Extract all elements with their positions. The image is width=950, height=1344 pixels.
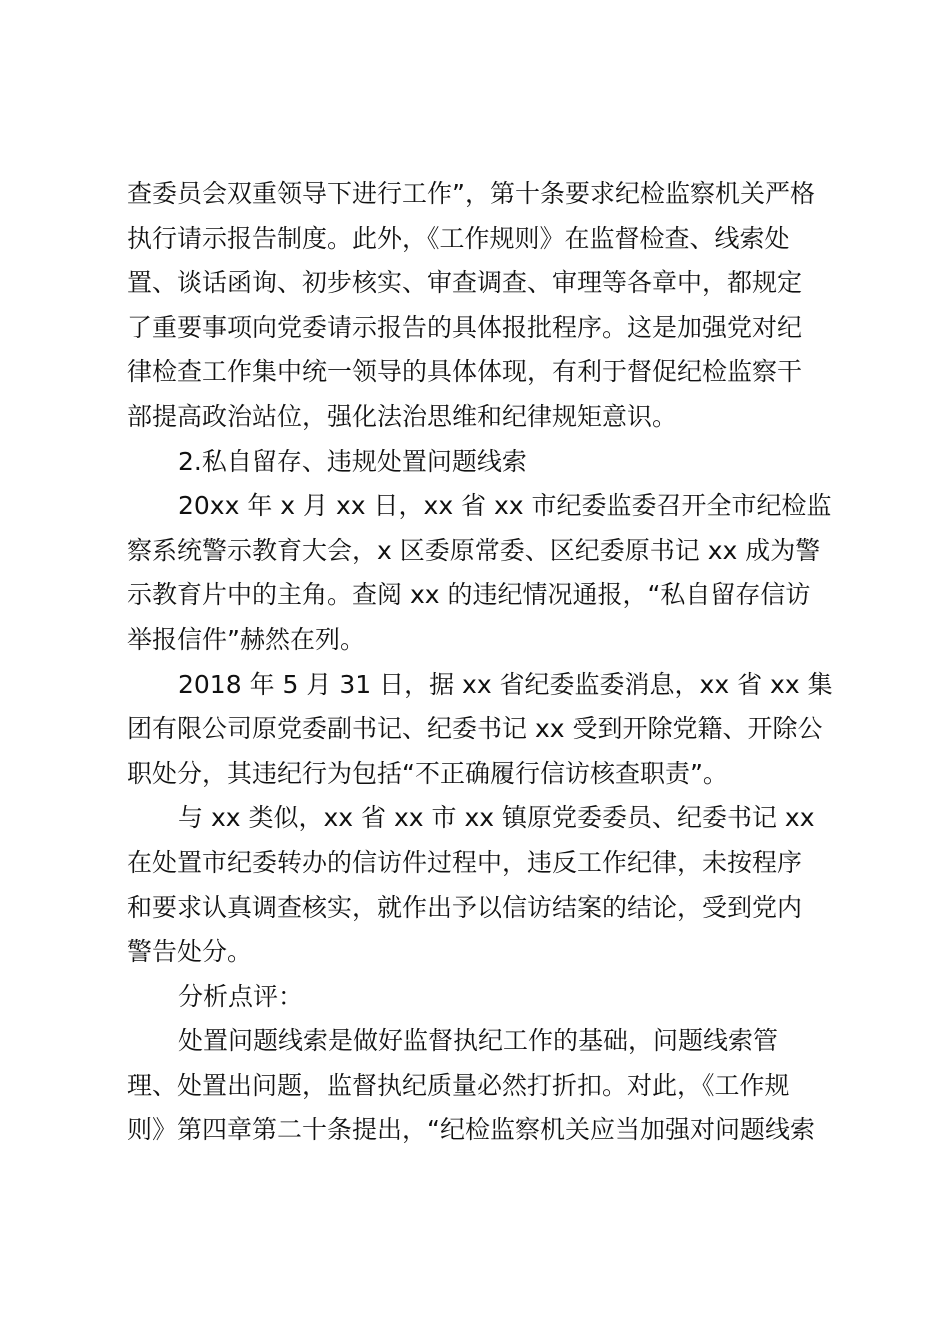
paragraph-heading-2 [127,440,827,485]
text-line: 职处分，其违纪行为包括“不正确履行信访核查职责”。 [127,758,728,788]
text-line: 理、处置出问题，监督执纪质量必然打折扣。对此，《工作规 [127,1070,790,1100]
paragraph-p-analysis-label [127,975,827,1020]
text-line: 部提高政治站位，强化法治思维和纪律规矩意识。 [127,401,678,431]
paragraph-p-case-2 [127,663,833,797]
text-line: 在处置市纪委转办的信访件过程中，违反工作纪律，未按程序 [127,847,803,877]
text-line: 置、谈话函询、初步核实、审查调查、审理等各章中，都规定 [127,268,803,298]
text-line: 举报信件”赫然在列。 [127,624,365,654]
text-line: 查委员会双重领导下进行工作”，第十条要求纪检监察机关严格 [127,179,815,208]
document-body [127,172,833,1153]
text-line: 警告处分。 [127,937,253,967]
text-line: 执行请示报告制度。此外，《工作规则》在监督检查、线索处 [127,223,790,253]
text-line: 分析点评： [178,981,304,1011]
paragraph-p-case-3 [127,796,827,974]
text-line: 2.私自留存、违规处置问题线索 [178,446,527,476]
text-line: 和要求认真调查核实，就作出予以信访结案的结论，受到党内 [127,892,803,922]
paragraph-p-case-1 [127,484,832,662]
text-line: 则》第四章第二十条提出，“纪检监察机关应当加强对问题线索 [127,1115,815,1145]
text-line: 2018 年 5 月 31 日，据 xx 省纪委监委消息，xx 省 xx 集 [178,669,833,699]
text-line: 处置问题线索是做好监督执纪工作的基础，问题线索管 [178,1026,779,1056]
text-line: 20xx 年 x 月 xx 日，xx 省 xx 市纪委监委召开全市纪检监 [178,491,832,521]
text-line: 察系统警示教育大会，x 区委原常委、区纪委原书记 xx 成为警 [127,535,821,565]
text-line: 了重要事项向党委请示报告的具体报批程序。这是加强党对纪 [127,312,803,342]
text-line: 示教育片中的主角。查阅 xx 的违纪情况通报，“私自留存信访 [127,580,811,610]
paragraph-p-analysis [127,1019,827,1153]
text-line: 与 xx 类似，xx 省 xx 市 xx 镇原党委委员、纪委书记 xx [178,803,815,833]
text-line: 律检查工作集中统一领导的具体体现，有利于督促纪检监察干 [127,357,803,387]
paragraph-p1-continued [127,172,827,440]
text-line: 团有限公司原党委副书记、纪委书记 xx 受到开除党籍、开除公 [127,714,823,744]
